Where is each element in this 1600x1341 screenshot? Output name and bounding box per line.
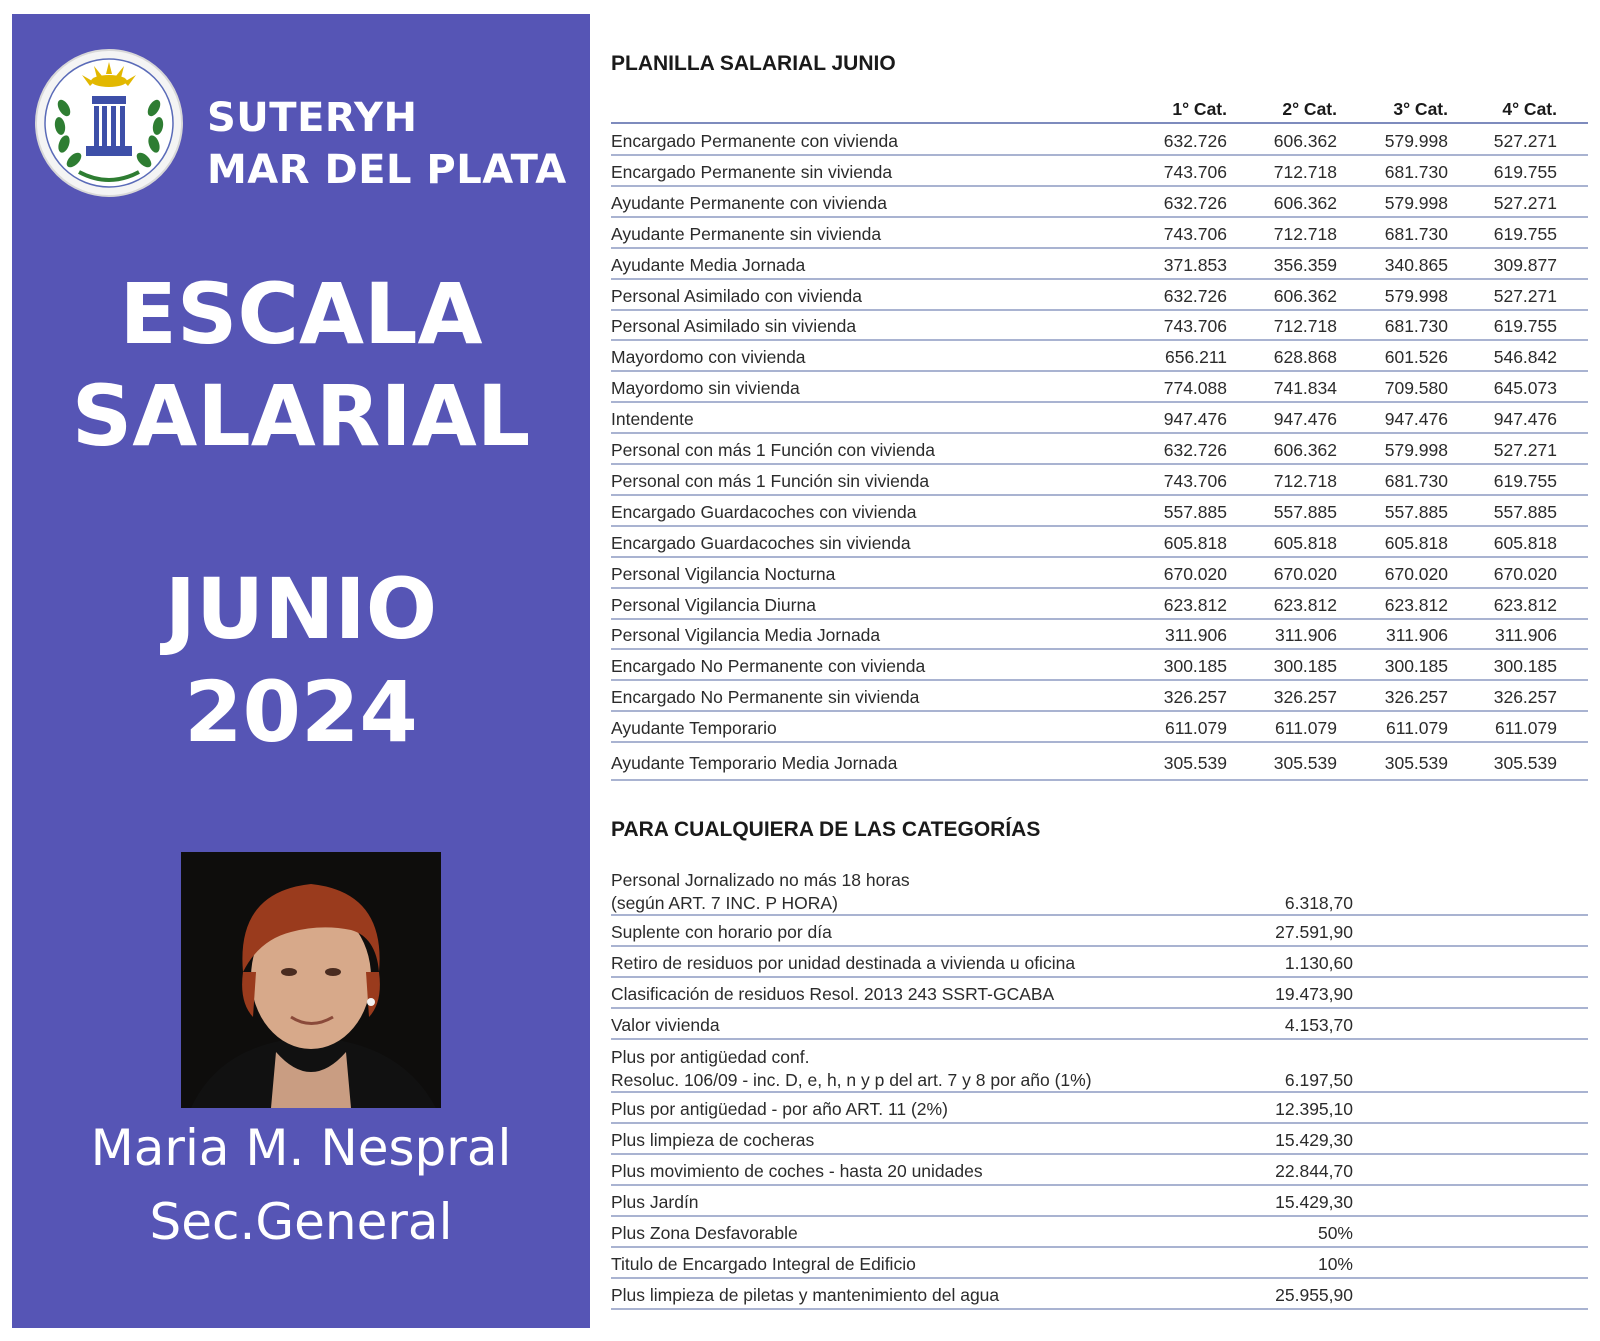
cell-cat-3: 300.185 [1384,656,1448,677]
cell-cat-4: 619.755 [1493,316,1557,337]
row-value: 4.153,70 [1284,1015,1353,1035]
cell-cat-4: 309.877 [1493,254,1557,275]
row-label: Personal Asimilado sin vivienda [611,316,857,337]
cell-cat-1: 743.706 [1163,223,1227,244]
row-label: Mayordomo con vivienda [611,347,806,368]
row-value: 50% [1317,1223,1353,1243]
table-row [611,1216,1588,1248]
row-value: 22.844,70 [1275,1161,1353,1181]
cell-cat-3: 579.998 [1384,131,1448,151]
table-row [611,1247,1588,1279]
cell-cat-2: 606.362 [1273,285,1337,306]
cell-cat-3: 681.730 [1384,470,1448,491]
organization-name [207,92,567,196]
row-label: Plus por antigüedad - por año ART. 11 (2%) [611,1099,948,1119]
cell-cat-4: 623.812 [1493,594,1557,615]
cell-cat-1: 632.726 [1163,131,1227,151]
row-label: Plus por antigüedad conf. [611,1047,810,1067]
row-label: Plus Jardín [611,1192,699,1212]
cell-cat-3: 709.580 [1384,378,1448,399]
cell-cat-1: 774.088 [1163,378,1227,399]
row-label: Encargado Guardacoches con vivienda [611,501,917,522]
cell-cat-1: 656.211 [1165,347,1227,368]
cell-cat-3: 340.865 [1384,254,1448,275]
union-logo [34,48,184,198]
table-row [611,1154,1588,1186]
cell-cat-4: 670.020 [1493,563,1557,584]
table-row [611,1039,1588,1093]
row-value: 6.197,50 [1284,1070,1353,1090]
row-label: Ayudante Permanente con vivienda [611,192,887,213]
cell-cat-2: 606.362 [1273,440,1337,460]
cell-cat-4: 947.476 [1493,409,1557,430]
row-label: Retiro de residuos por unidad destinada a vivienda u oficina [611,953,1076,973]
table-row [611,711,1588,743]
cell-cat-4: 645.073 [1493,378,1557,399]
table-row [611,977,1588,1009]
cell-cat-2: 356.359 [1273,254,1337,275]
cell-cat-3: 579.998 [1384,440,1448,460]
table-row [611,746,1588,781]
cell-cat-4: 611.079 [1495,718,1557,739]
signer-name: Maria M. Nespral [90,1119,512,1177]
cell-cat-2: 557.885 [1273,501,1337,522]
row-label: Ayudante Media Jornada [611,254,806,275]
cell-cat-4: 527.271 [1493,131,1557,151]
table-row [611,495,1588,527]
table-row [611,946,1588,978]
row-label: Clasificación de residuos Resol. 2013 243 SSRT-GCABA [611,984,1055,1004]
row-value: 15.429,30 [1275,1192,1353,1212]
table-row [611,649,1588,681]
cell-cat-4: 300.185 [1493,656,1557,677]
row-label: Encargado No Permanente con vivienda [611,656,926,677]
cell-cat-3: 947.476 [1384,409,1448,430]
cell-cat-2: 300.185 [1273,656,1337,677]
org-line-2: MAR DEL PLATA [207,147,567,193]
row-label: Ayudante Temporario Media Jornada [611,753,898,773]
month: JUNIO [164,560,438,658]
cell-cat-2: 605.818 [1273,532,1337,553]
cell-cat-1: 371.853 [1163,254,1227,275]
cell-cat-4: 527.271 [1493,440,1557,460]
row-value: 19.473,90 [1275,984,1353,1004]
cell-cat-4: 557.885 [1493,501,1557,522]
table-row [611,309,1588,341]
cell-cat-2: 326.257 [1273,687,1337,708]
cell-cat-2: 606.362 [1273,131,1337,151]
cell-cat-3: 557.885 [1384,501,1448,522]
row-label: Encargado Guardacoches sin vivienda [611,532,911,553]
cell-cat-1: 632.726 [1163,192,1227,213]
row-label: Intendente [611,409,694,430]
cell-cat-4: 619.755 [1493,223,1557,244]
cell-cat-2: 606.362 [1273,192,1337,213]
row-label-line-2: Resoluc. 106/09 - inc. D, e, h, n y p del art. 7 y 8 por año (1%) [611,1070,1092,1090]
cell-cat-2: 311.906 [1275,625,1337,646]
cell-cat-4: 326.257 [1493,687,1557,708]
left-panel [12,14,590,1328]
table-row [611,557,1588,589]
cell-cat-4: 311.906 [1495,625,1557,646]
row-label: Encargado Permanente sin vivienda [611,161,893,182]
row-label: Personal Asimilado con vivienda [611,285,862,306]
portrait-image [181,852,441,1108]
cell-cat-1: 557.885 [1163,501,1227,522]
union-seal-icon [34,48,184,198]
cell-cat-1: 632.726 [1163,440,1227,460]
row-label: Plus movimiento de coches - hasta 20 unidades [611,1161,983,1181]
cell-cat-3: 681.730 [1384,223,1448,244]
cell-cat-4: 305.539 [1493,753,1557,773]
row-label: Personal Vigilancia Nocturna [611,563,836,584]
row-label: Encargado No Permanente sin vivienda [611,687,920,708]
header-cat-2: 2° Cat. [1282,99,1337,119]
cell-cat-2: 741.834 [1273,378,1337,399]
cell-cat-4: 527.271 [1493,192,1557,213]
cell-cat-3: 623.812 [1384,594,1448,615]
row-label: Personal con más 1 Función sin vivienda [611,470,930,491]
row-label: Personal Vigilancia Diurna [611,594,816,615]
table-row [611,279,1588,311]
table-row [611,1092,1588,1124]
cell-cat-2: 712.718 [1273,316,1337,337]
header-cat-3: 3° Cat. [1393,99,1448,119]
table-row [611,1278,1588,1310]
cell-cat-3: 579.998 [1384,192,1448,213]
table-row [611,340,1588,372]
row-label: Encargado Permanente con vivienda [611,131,898,151]
table-row [611,124,1588,156]
cell-cat-3: 670.020 [1384,563,1448,584]
cell-cat-2: 712.718 [1273,223,1337,244]
cell-cat-1: 743.706 [1163,316,1227,337]
row-label: Plus limpieza de piletas y mantenimiento del agua [611,1285,1000,1305]
cell-cat-3: 611.079 [1386,718,1448,739]
cell-cat-1: 611.079 [1165,718,1227,739]
cell-cat-2: 628.868 [1273,347,1337,368]
header-cat-1: 1° Cat. [1172,99,1227,119]
cell-cat-3: 601.526 [1384,347,1448,368]
cell-cat-4: 527.271 [1493,285,1557,306]
row-label: Titulo de Encargado Integral de Edificio [611,1254,916,1274]
row-label: Suplente con horario por día [611,922,832,942]
row-label: Personal con más 1 Función con vivienda [611,440,935,460]
cell-cat-3: 681.730 [1384,161,1448,182]
cell-cat-3: 305.539 [1384,753,1448,773]
table-row [611,680,1588,712]
title-line-1: ESCALA [119,265,483,363]
cell-cat-1: 623.812 [1163,594,1227,615]
table-row [611,618,1588,650]
row-label: Plus limpieza de cocheras [611,1130,815,1150]
row-label: Mayordomo sin vivienda [611,378,800,399]
cell-cat-2: 670.020 [1273,563,1337,584]
table-row [611,464,1588,496]
cell-cat-4: 605.818 [1493,532,1557,553]
table-row [611,433,1588,465]
table-row [611,588,1588,620]
cell-cat-1: 605.818 [1163,532,1227,553]
header-cat-4: 4° Cat. [1502,99,1557,119]
salary-table-title: PLANILLA SALARIAL JUNIO [611,52,896,75]
cell-cat-1: 947.476 [1163,409,1227,430]
row-value: 6.318,70 [1284,893,1353,913]
cell-cat-1: 632.726 [1163,285,1227,306]
cell-cat-3: 605.818 [1384,532,1448,553]
row-label: Ayudante Temporario [611,718,777,739]
extras-table-title: PARA CUALQUIERA DE LAS CATEGORÍAS [611,818,1041,841]
cell-cat-4: 619.755 [1493,161,1557,182]
cell-cat-3: 579.998 [1384,285,1448,306]
row-label: Personal Vigilancia Media Jornada [611,625,881,646]
cell-cat-3: 311.906 [1386,625,1448,646]
year: 2024 [184,663,418,761]
cell-cat-4: 546.842 [1493,347,1557,368]
table-row [611,1185,1588,1217]
cell-cat-2: 947.476 [1273,409,1337,430]
table-row [611,186,1588,218]
row-label: Valor vivienda [611,1015,720,1035]
table-row [611,526,1588,558]
cell-cat-1: 305.539 [1163,753,1227,773]
cell-cat-2: 623.812 [1273,594,1337,615]
table-row [611,1008,1588,1040]
cell-cat-2: 712.718 [1273,161,1337,182]
cell-cat-1: 300.185 [1163,656,1227,677]
row-value: 15.429,30 [1275,1130,1353,1150]
table-row [611,371,1588,403]
table-row [611,217,1588,249]
table-row [611,155,1588,187]
row-label: Ayudante Permanente sin vivienda [611,223,882,244]
cell-cat-4: 619.755 [1493,470,1557,491]
cell-cat-1: 311.906 [1165,625,1227,646]
right-panel [611,0,1591,1341]
row-label: Personal Jornalizado no más 18 horas [611,870,910,890]
row-label-line-2: (según ART. 7 INC. P HORA) [611,893,838,913]
cell-cat-3: 326.257 [1384,687,1448,708]
signer-role: Sec.General [149,1193,453,1251]
table-row [611,862,1588,916]
row-value: 27.591,90 [1275,922,1353,942]
row-value: 12.395,10 [1275,1099,1353,1119]
table-row [611,1123,1588,1155]
cell-cat-3: 681.730 [1384,316,1448,337]
table-row [611,248,1588,280]
org-line-1: SUTERYH [207,95,418,141]
cell-cat-1: 743.706 [1163,470,1227,491]
row-value: 25.955,90 [1275,1285,1353,1305]
cell-cat-2: 712.718 [1273,470,1337,491]
table-row [611,402,1588,434]
cell-cat-1: 670.020 [1163,563,1227,584]
portrait-photo [181,852,441,1108]
row-label: Plus Zona Desfavorable [611,1223,798,1243]
row-value: 10% [1317,1254,1353,1274]
cell-cat-1: 743.706 [1163,161,1227,182]
cell-cat-1: 326.257 [1163,687,1227,708]
title-line-2: SALARIAL [71,367,531,465]
cell-cat-2: 305.539 [1273,753,1337,773]
table-row [611,915,1588,947]
cell-cat-2: 611.079 [1275,718,1337,739]
row-value: 1.130,60 [1284,953,1353,973]
